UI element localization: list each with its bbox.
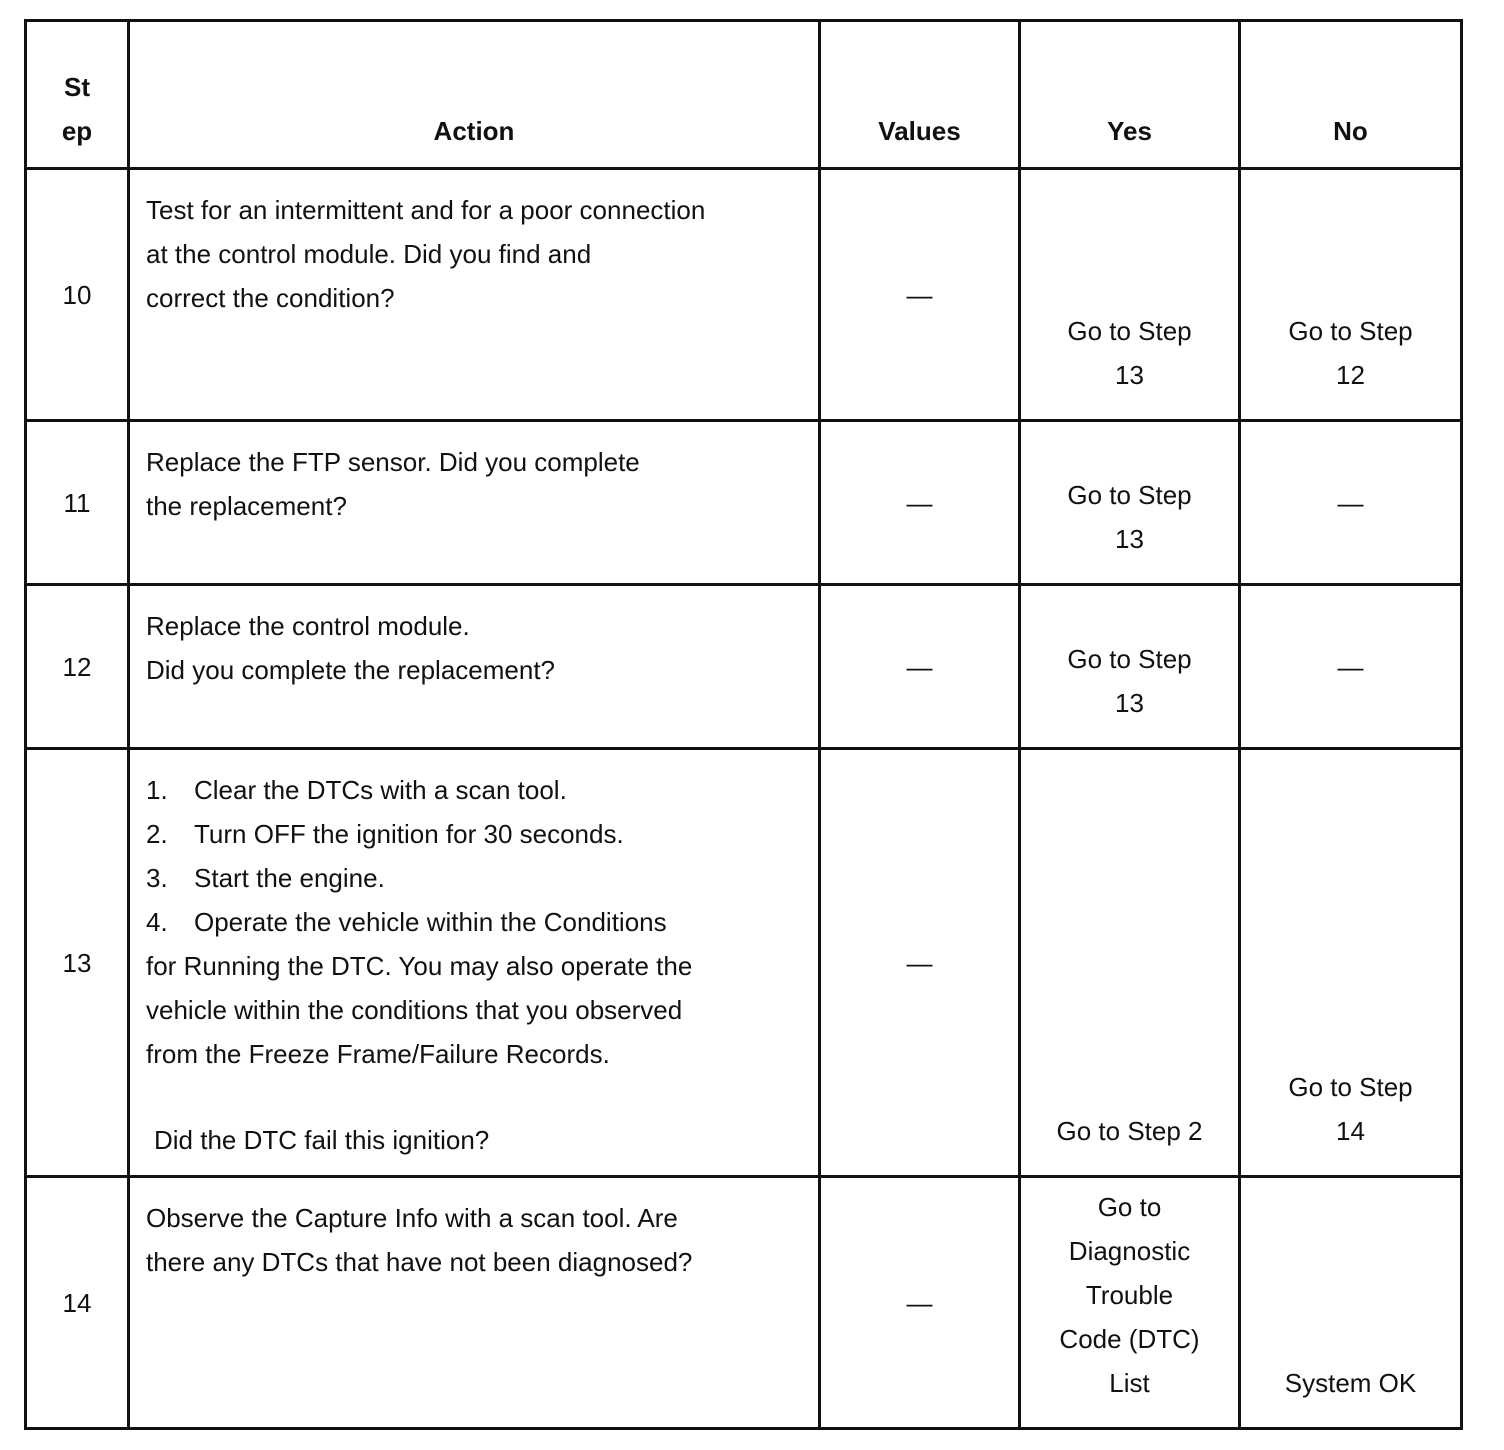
values-cell: —	[820, 585, 1020, 749]
yes-cell: Go to Diagnostic Trouble Code (DTC) List	[1020, 1177, 1240, 1429]
no-cell: Go to Step 14	[1240, 749, 1462, 1177]
yes-cell: Go to Step 13	[1020, 421, 1240, 585]
table-row	[26, 169, 1462, 421]
yes-cell: Go to Step 13	[1020, 585, 1240, 749]
action-cell: Test for an intermittent and for a poor connection at the control module. Did you find and correct the condition?	[129, 169, 820, 421]
action-cell: Replace the control module. Did you complete the replacement?	[129, 585, 820, 749]
header-row	[26, 21, 1462, 169]
yes-header: Yes	[1020, 21, 1240, 169]
yes-cell: Go to Step 2	[1020, 749, 1240, 1177]
list-item: 3. Start the engine.	[146, 863, 385, 893]
step-number: 12	[26, 585, 129, 749]
step-header: St ep	[26, 21, 129, 169]
table-row	[26, 1177, 1462, 1429]
action-header: Action	[129, 21, 820, 169]
list-item: 2. Turn OFF the ignition for 30 seconds.	[146, 819, 624, 849]
no-cell: —	[1240, 421, 1462, 585]
no-header: No	[1240, 21, 1462, 169]
action-cell: Observe the Capture Info with a scan tool. Are there any DTCs that have not been diagnosed?	[129, 1177, 820, 1429]
table-row	[26, 749, 1462, 1177]
action-cell: Replace the FTP sensor. Did you complete the replacement?	[129, 421, 820, 585]
values-cell: —	[820, 1177, 1020, 1429]
question: Did the DTC fail this ignition?	[154, 1125, 490, 1155]
values-cell: —	[820, 169, 1020, 421]
diagnostic-table	[24, 19, 1463, 1430]
list-item: 1. Clear the DTCs with a scan tool.	[146, 775, 567, 805]
action-cell: 1. Clear the DTCs with a scan tool. 2. Turn OFF the ignition for 30 seconds. 3. Start the engine. 4. Operate the vehicle within the Conditions for Running the DTC. You may also operate the vehicle within the conditions that you observed from the Freeze Frame/Failure Records. Did the DTC fail this ignition?	[129, 749, 820, 1177]
list-item: 4. Operate the vehicle within the Conditions	[146, 907, 667, 937]
step-number: 10	[26, 169, 129, 421]
step-number: 14	[26, 1177, 129, 1429]
no-cell: Go to Step 12	[1240, 169, 1462, 421]
values-header: Values	[820, 21, 1020, 169]
no-cell: —	[1240, 585, 1462, 749]
table-row	[26, 585, 1462, 749]
values-cell: —	[820, 421, 1020, 585]
table-row	[26, 421, 1462, 585]
step-number: 13	[26, 749, 129, 1177]
step-number: 11	[26, 421, 129, 585]
no-cell: System OK	[1240, 1177, 1462, 1429]
values-cell: —	[820, 749, 1020, 1177]
yes-cell: Go to Step 13	[1020, 169, 1240, 421]
